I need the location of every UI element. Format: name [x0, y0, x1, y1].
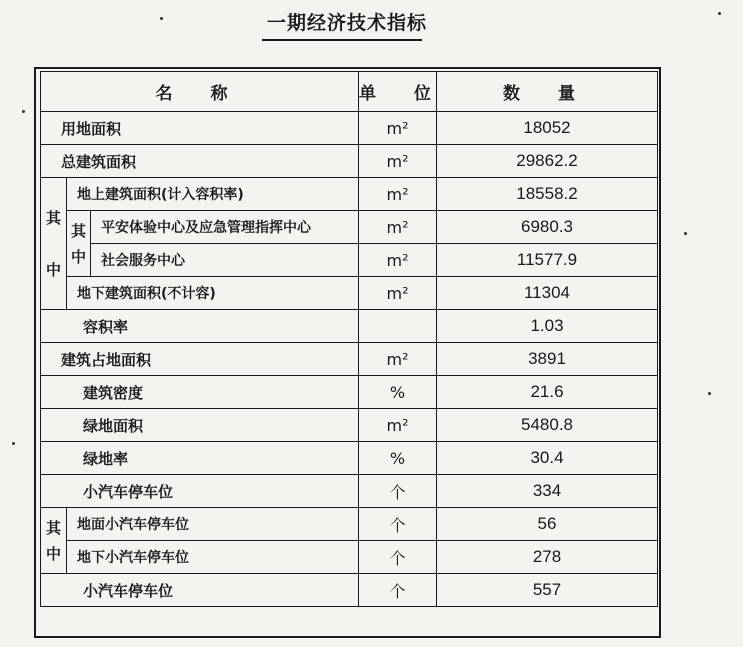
row-name: 平安体验中心及应急管理指挥中心	[91, 211, 359, 244]
row-name: 绿地面积	[41, 409, 359, 442]
row-value: 278	[437, 541, 658, 574]
qizhong-label: 其 中	[41, 178, 67, 310]
table-row	[41, 409, 658, 442]
row-value: 56	[437, 508, 658, 541]
table-row	[41, 244, 658, 277]
table-row	[41, 178, 658, 211]
header-unit: 单 位	[359, 72, 437, 112]
row-unit: 个	[359, 508, 437, 541]
header-row	[41, 72, 658, 112]
row-name: 小汽车停车位	[41, 574, 359, 607]
row-value: 557	[437, 574, 658, 607]
table-row	[41, 277, 658, 310]
row-unit: m²	[359, 145, 437, 178]
row-unit: 个	[359, 475, 437, 508]
row-value: 11304	[437, 277, 658, 310]
row-unit: m²	[359, 178, 437, 211]
title-underline	[262, 39, 422, 41]
row-value: 18052	[437, 112, 658, 145]
page-title: 一期经济技术指标	[266, 12, 427, 34]
row-name: 地面小汽车停车位	[67, 508, 359, 541]
row-name: 地下小汽车停车位	[67, 541, 359, 574]
row-value: 21.6	[437, 376, 658, 409]
row-name: 建筑占地面积	[41, 343, 359, 376]
row-unit: m²	[359, 277, 437, 310]
table-row	[41, 442, 658, 475]
row-value: 334	[437, 475, 658, 508]
row-name: 绿地率	[41, 442, 359, 475]
row-unit	[359, 310, 437, 343]
qizhong-sub-label: 其 中	[67, 211, 91, 277]
row-name: 建筑密度	[41, 376, 359, 409]
row-value: 30.4	[437, 442, 658, 475]
row-unit: %	[359, 442, 437, 475]
row-unit: m²	[359, 343, 437, 376]
row-value: 11577.9	[437, 244, 658, 277]
row-value: 18558.2	[437, 178, 658, 211]
row-name: 地上建筑面积(计入容积率)	[67, 178, 359, 211]
row-unit: m²	[359, 112, 437, 145]
table-row	[41, 145, 658, 178]
indicator-table	[40, 71, 658, 607]
header-value: 数 量	[437, 72, 658, 112]
table-row	[41, 376, 658, 409]
table-row	[41, 574, 658, 607]
scan-speck	[160, 17, 163, 20]
scan-speck	[12, 442, 15, 445]
row-name: 地下建筑面积(不计容)	[67, 277, 359, 310]
table-row	[41, 475, 658, 508]
row-name: 用地面积	[41, 112, 359, 145]
header-name: 名 称	[41, 72, 359, 112]
row-unit: m²	[359, 211, 437, 244]
scan-speck	[684, 232, 687, 235]
row-unit: m²	[359, 244, 437, 277]
table-row	[41, 211, 658, 244]
row-value: 1.03	[437, 310, 658, 343]
row-value: 6980.3	[437, 211, 658, 244]
row-unit: %	[359, 376, 437, 409]
table-row	[41, 112, 658, 145]
row-unit: 个	[359, 541, 437, 574]
scan-speck	[718, 12, 721, 15]
row-value: 3891	[437, 343, 658, 376]
row-value: 5480.8	[437, 409, 658, 442]
table-row	[41, 343, 658, 376]
qizhong-parking-label: 其 中	[41, 508, 67, 574]
table-row	[41, 508, 658, 541]
row-name: 社会服务中心	[91, 244, 359, 277]
row-name: 总建筑面积	[41, 145, 359, 178]
row-name: 容积率	[41, 310, 359, 343]
scan-speck	[22, 110, 25, 113]
scan-speck	[708, 392, 711, 395]
table-row	[41, 310, 658, 343]
row-name: 小汽车停车位	[41, 475, 359, 508]
row-unit: m²	[359, 409, 437, 442]
table-row	[41, 541, 658, 574]
row-unit: 个	[359, 574, 437, 607]
row-value: 29862.2	[437, 145, 658, 178]
